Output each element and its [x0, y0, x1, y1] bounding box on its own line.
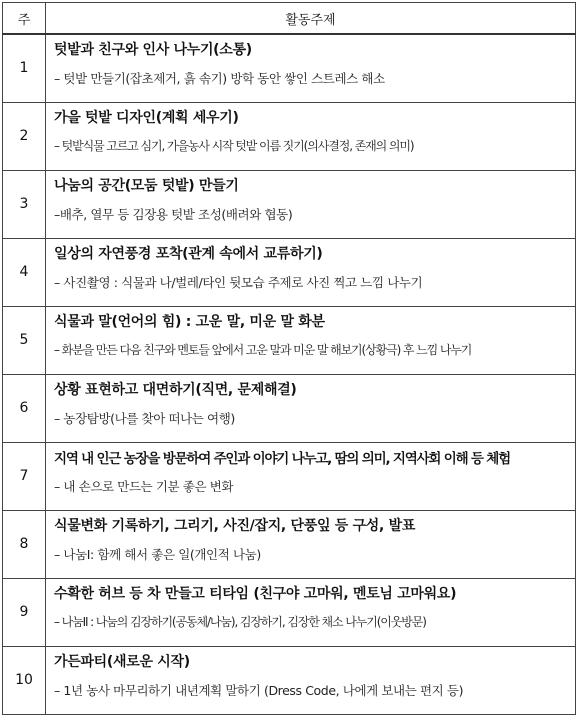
- table-row: [3, 578, 576, 646]
- session-title: 지역 내 인근 농장을 방문하여 주인과 이야기 나누고, 땀의 의미, 지역사회 이해 등 체험: [54, 450, 510, 467]
- session-number: 8: [3, 510, 46, 578]
- session-title: 식물과 말(언어의 힘) : 고운 말, 미운 말 화분: [54, 313, 325, 330]
- session-title: 가을 텃밭 디자인(계획 세우기): [54, 109, 239, 126]
- session-number: 1: [3, 34, 46, 102]
- session-title: 수확한 허브 등 차 만들고 티타임 (친구야 고마워, 멘토님 고마워요): [54, 585, 457, 602]
- table-row: [3, 374, 576, 442]
- table-row: [3, 102, 576, 170]
- session-number: 5: [3, 306, 46, 374]
- session-title: 식물변화 기록하기, 그리기, 사진/잡지, 단풍잎 등 구성, 발표: [54, 517, 416, 534]
- activity-plan-table: [2, 2, 576, 715]
- session-content: [46, 646, 576, 714]
- session-title: 나눔의 공간(모둠 텃밭) 만들기: [54, 177, 239, 194]
- session-detail: – 농장탐방(나를 찾아 떠나는 여행): [54, 410, 235, 426]
- table-header-row: [3, 3, 576, 35]
- table-row: [3, 170, 576, 238]
- session-title: 일상의 자연풍경 포착(관계 속에서 교류하기): [54, 245, 323, 262]
- table-row: [3, 442, 576, 510]
- session-content: [46, 170, 576, 238]
- session-title: 텃밭과 친구와 인사 나누기(소통): [54, 42, 252, 58]
- table-row: [3, 306, 576, 374]
- session-content: [46, 578, 576, 646]
- table-row: [3, 34, 576, 102]
- session-detail: – 텃밭 만들기(잡초제거, 흙 솎기) 방학 동안 쌓인 스트레스 해소: [54, 71, 385, 86]
- session-number: 2: [3, 102, 46, 170]
- session-detail: – 텃밭식물 고르고 심기, 가을농사 시작 텃밭 이름 짓기(의사결정, 존재의 의미): [54, 138, 414, 153]
- session-number: 3: [3, 170, 46, 238]
- session-number: 6: [3, 374, 46, 442]
- session-detail: – 나눔Ⅰ: 함께 해서 좋은 일(개인적 나눔): [54, 546, 261, 562]
- session-number: 10: [3, 646, 46, 714]
- session-detail: – 화분을 만든 다음 친구와 멘토들 앞에서 고운 말과 미운 말 해보기(상황극) 후 느낌 나누기: [54, 342, 472, 357]
- session-content: [46, 238, 576, 306]
- session-detail: – 사진촬영 : 식물과 나/벌레/타인 뒷모습 주제로 사진 찍고 느낌 나누기: [54, 274, 423, 290]
- session-detail: –배추, 열무 등 김장용 텃밭 조성(배려와 협동): [54, 206, 293, 222]
- session-title: 상황 표현하고 대면하기(직면, 문제해결): [54, 381, 297, 398]
- session-content: [46, 306, 576, 374]
- session-content: [46, 34, 576, 102]
- header-num: 주: [3, 3, 46, 35]
- table-row: [3, 646, 576, 714]
- session-content: [46, 510, 576, 578]
- session-number: 7: [3, 442, 46, 510]
- header-topic: 활동주제: [46, 3, 576, 35]
- session-content: [46, 374, 576, 442]
- table-row: [3, 238, 576, 306]
- session-title: 가든파티(새로운 시작): [54, 653, 190, 670]
- session-content: [46, 102, 576, 170]
- session-number: 9: [3, 578, 46, 646]
- session-detail: – 나눔Ⅱ : 나눔의 김장하기(공동체/나눔), 김장하기, 김장한 채소 나누기(이웃방문): [54, 614, 426, 629]
- session-detail: – 1년 농사 마무리하기 내년계획 말하기 (Dress Code, 나에게 보내는 편지 등): [54, 682, 464, 698]
- session-content: [46, 442, 576, 510]
- session-number: 4: [3, 238, 46, 306]
- session-detail: – 내 손으로 만드는 기분 좋은 변화: [54, 478, 234, 494]
- table-row: [3, 510, 576, 578]
